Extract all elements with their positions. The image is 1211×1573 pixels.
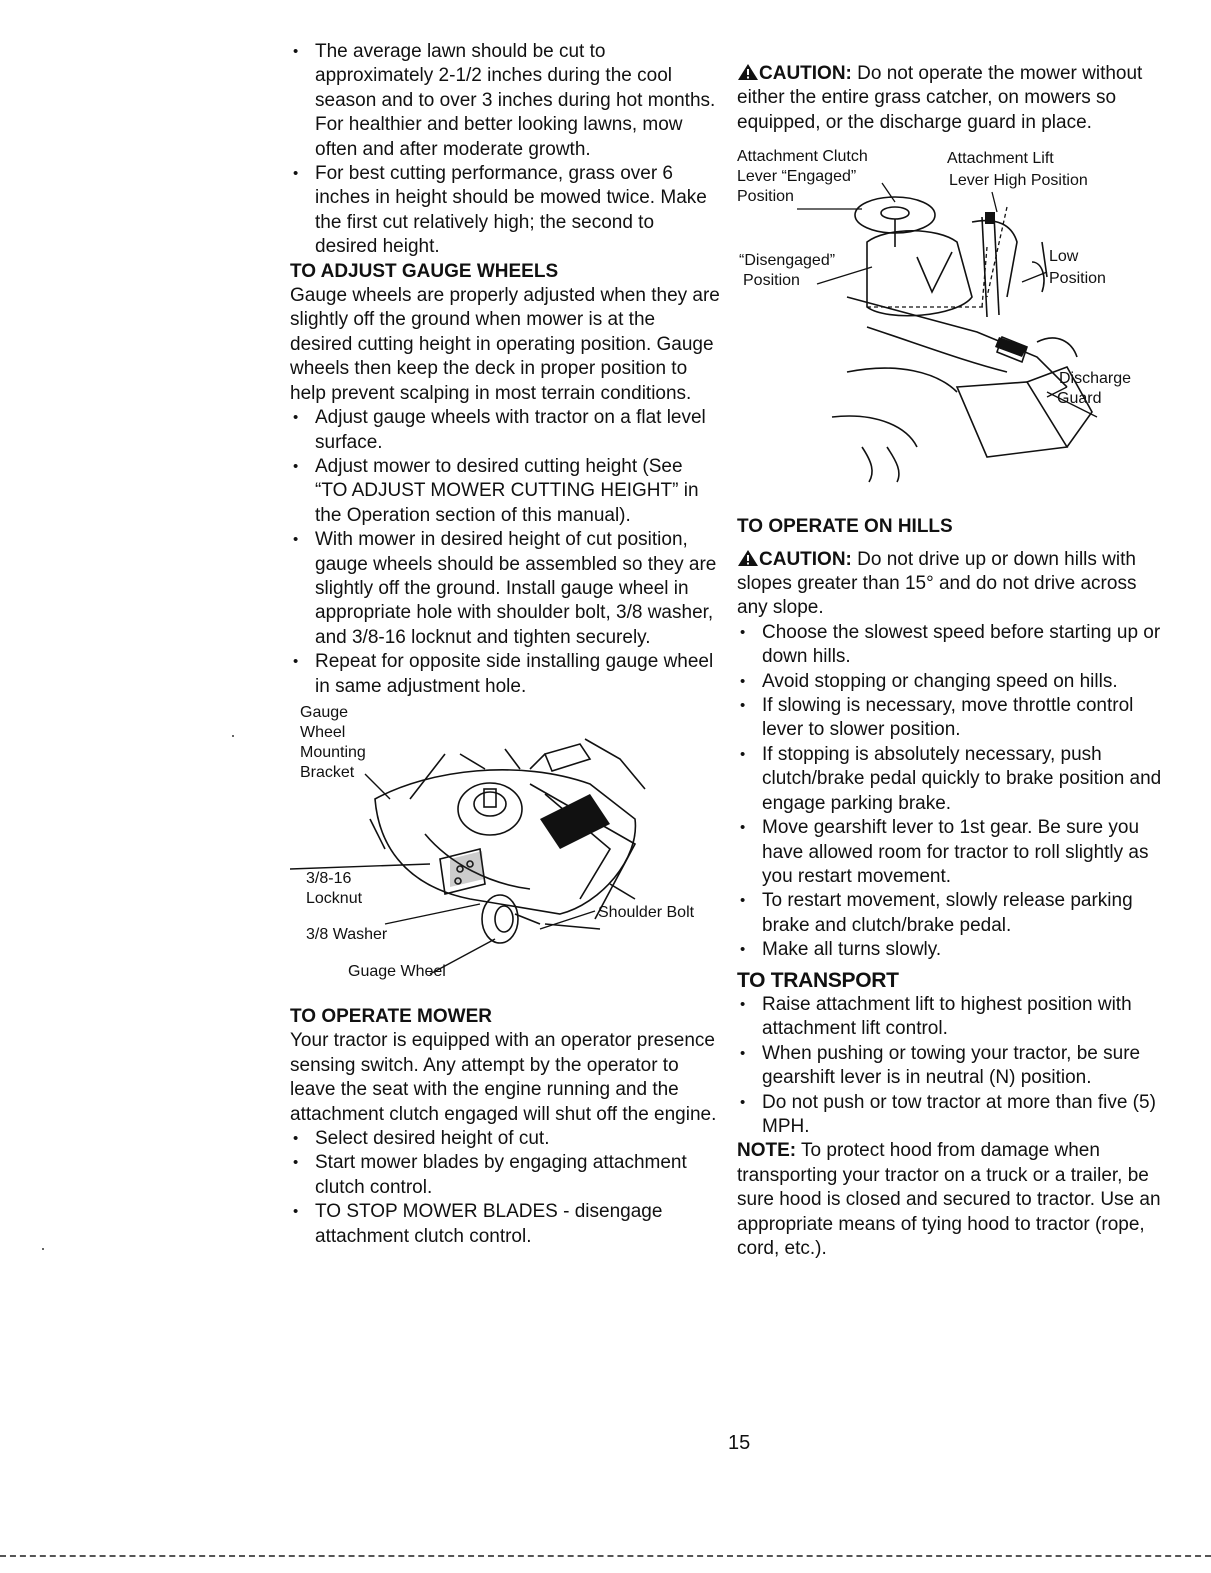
figure-label: Lever High Position bbox=[949, 172, 1088, 190]
list-item: • Avoid stopping or changing speed on hills. bbox=[737, 670, 1167, 694]
note-paragraph bbox=[737, 1139, 1167, 1261]
scan-speck bbox=[232, 735, 234, 737]
caution-label: CAUTION: bbox=[759, 548, 852, 570]
figure-label: Attachment Lift bbox=[947, 150, 1054, 168]
list-item: • If stopping is absolutely necessary, push clutch/brake pedal quickly to brake position and engage parking brake. bbox=[737, 743, 1167, 816]
tractor-figure bbox=[737, 147, 1167, 487]
scan-speck bbox=[42, 1248, 44, 1250]
list-item: • Adjust mower to desired cutting height (See “TO ADJUST MOWER CUTTING HEIGHT” in the Operation section of this manual). bbox=[290, 455, 720, 528]
page-number: 15 bbox=[728, 1432, 751, 1454]
figure-label: Mounting bbox=[300, 743, 366, 761]
list-item: • Start mower blades by engaging attachment clutch control. bbox=[290, 1151, 720, 1200]
caution-label: CAUTION: bbox=[759, 63, 852, 84]
figure-label: Bracket bbox=[300, 763, 355, 781]
caution-paragraph bbox=[737, 62, 1167, 135]
transport-heading: TO TRANSPORT bbox=[737, 968, 899, 992]
operate-mower-heading: TO OPERATE MOWER bbox=[290, 1005, 492, 1027]
list-item: • Move gearshift lever to 1st gear. Be sure you have allowed room for tractor to roll slightly as you restart movement. bbox=[737, 816, 1167, 889]
list-item: • TO STOP MOWER BLADES - disengage attachment clutch control. bbox=[290, 1200, 720, 1249]
list-item: • If slowing is necessary, move throttle control lever to slower position. bbox=[737, 694, 1167, 743]
list-item: • For best cutting performance, grass over 6 inches in height should be mowed twice. Make the first cut relatively high; the second to desired height. bbox=[290, 162, 720, 260]
caution-text: Do not drive up or down hills with slopes greater than 15° and do not drive across any slope. bbox=[737, 548, 1137, 619]
figure-label: 3/8 Washer bbox=[306, 925, 388, 943]
list-item: • With mower in desired height of cut position, gauge wheels should be assembled so they are slightly off the ground. Install gauge wheel in appropriate hole with shoulder bolt, 3/8 washer, and 3/8-16 locknut and tighten securely. bbox=[290, 528, 720, 650]
gauge-wheels-heading: TO ADJUST GAUGE WHEELS bbox=[290, 260, 559, 282]
note-label: NOTE: bbox=[737, 1140, 797, 1162]
figure-label: Locknut bbox=[306, 889, 363, 907]
transport-list bbox=[737, 993, 1167, 1139]
operate-mower-list bbox=[290, 1127, 720, 1249]
figure-label: Shoulder Bolt bbox=[598, 903, 695, 921]
figure-label: Position bbox=[743, 272, 800, 290]
hills-heading: TO OPERATE ON HILLS bbox=[737, 516, 953, 538]
caution-text: Do not operate the mower without either the entire grass catcher, on mowers so equipped, or the discharge guard in place. bbox=[737, 63, 1143, 133]
figure-label: Wheel bbox=[300, 723, 346, 741]
gauge-wheels-paragraph: Gauge wheels are properly adjusted when they are slightly off the ground when mower is at the desired cutting height in operating position. Gauge wheels then keep the deck in proper position to help prevent scalping in most terrain conditions. bbox=[290, 285, 720, 404]
list-item: • Choose the slowest speed before starting up or down hills. bbox=[737, 621, 1167, 670]
list-item: • The average lawn should be cut to approximately 2-1/2 inches during the cool season and to over 3 inches during hot months. For healthier and better looking lawns, mow often and after moderate growth. bbox=[290, 40, 720, 162]
figure-label: Lever “Engaged” bbox=[737, 168, 857, 186]
left-column bbox=[290, 40, 720, 1249]
gauge-wheels-list bbox=[290, 406, 720, 699]
note-text: To protect hood from damage when transporting your tractor on a truck or a trailer, be sure hood is closed and secured to tractor. Use an appropriate means of tying hood to tractor (rope, cord, etc.). bbox=[737, 1140, 1161, 1259]
warning-icon bbox=[737, 63, 759, 81]
figure-label: Guard bbox=[1057, 390, 1102, 408]
figure-label: Position bbox=[1049, 270, 1106, 288]
list-item: • Make all turns slowly. bbox=[737, 938, 1167, 962]
figure-label: Guage Wheel bbox=[348, 962, 446, 980]
list-item: • When pushing or towing your tractor, be sure gearshift lever is in neutral (N) position. bbox=[737, 1042, 1167, 1091]
gauge-wheel-figure bbox=[290, 699, 720, 999]
figure-label: Position bbox=[737, 188, 794, 206]
figure-label: Attachment Clutch bbox=[737, 148, 868, 166]
list-item: • Repeat for opposite side installing gauge wheel in same adjustment hole. bbox=[290, 650, 720, 699]
list-item: • Do not push or tow tractor at more than five (5) MPH. bbox=[737, 1091, 1167, 1140]
figure-label: Gauge bbox=[300, 703, 349, 721]
figure-label: Low bbox=[1049, 248, 1079, 266]
operate-mower-paragraph: Your tractor is equipped with an operator presence sensing switch. Any attempt by the operator to leave the seat with the engine running and the attachment clutch engaged will shut off the engine. bbox=[290, 1030, 717, 1125]
page-bottom-edge bbox=[0, 1555, 1211, 1557]
figure-label: Discharge bbox=[1059, 370, 1132, 388]
figure-label: “Disengaged” bbox=[739, 252, 836, 270]
warning-icon bbox=[737, 549, 759, 567]
list-item: • To restart movement, slowly release parking brake and clutch/brake pedal. bbox=[737, 889, 1167, 938]
list-item: • Raise attachment lift to highest position with attachment lift control. bbox=[737, 993, 1167, 1042]
caution-paragraph bbox=[737, 548, 1167, 621]
intro-list bbox=[290, 40, 720, 260]
tractor-illustration bbox=[737, 147, 1167, 487]
list-item: • Select desired height of cut. bbox=[290, 1127, 720, 1151]
list-item: • Adjust gauge wheels with tractor on a flat level surface. bbox=[290, 406, 720, 455]
figure-label: 3/8-16 bbox=[306, 869, 352, 887]
right-column bbox=[737, 62, 1167, 1261]
hills-list bbox=[737, 621, 1167, 963]
